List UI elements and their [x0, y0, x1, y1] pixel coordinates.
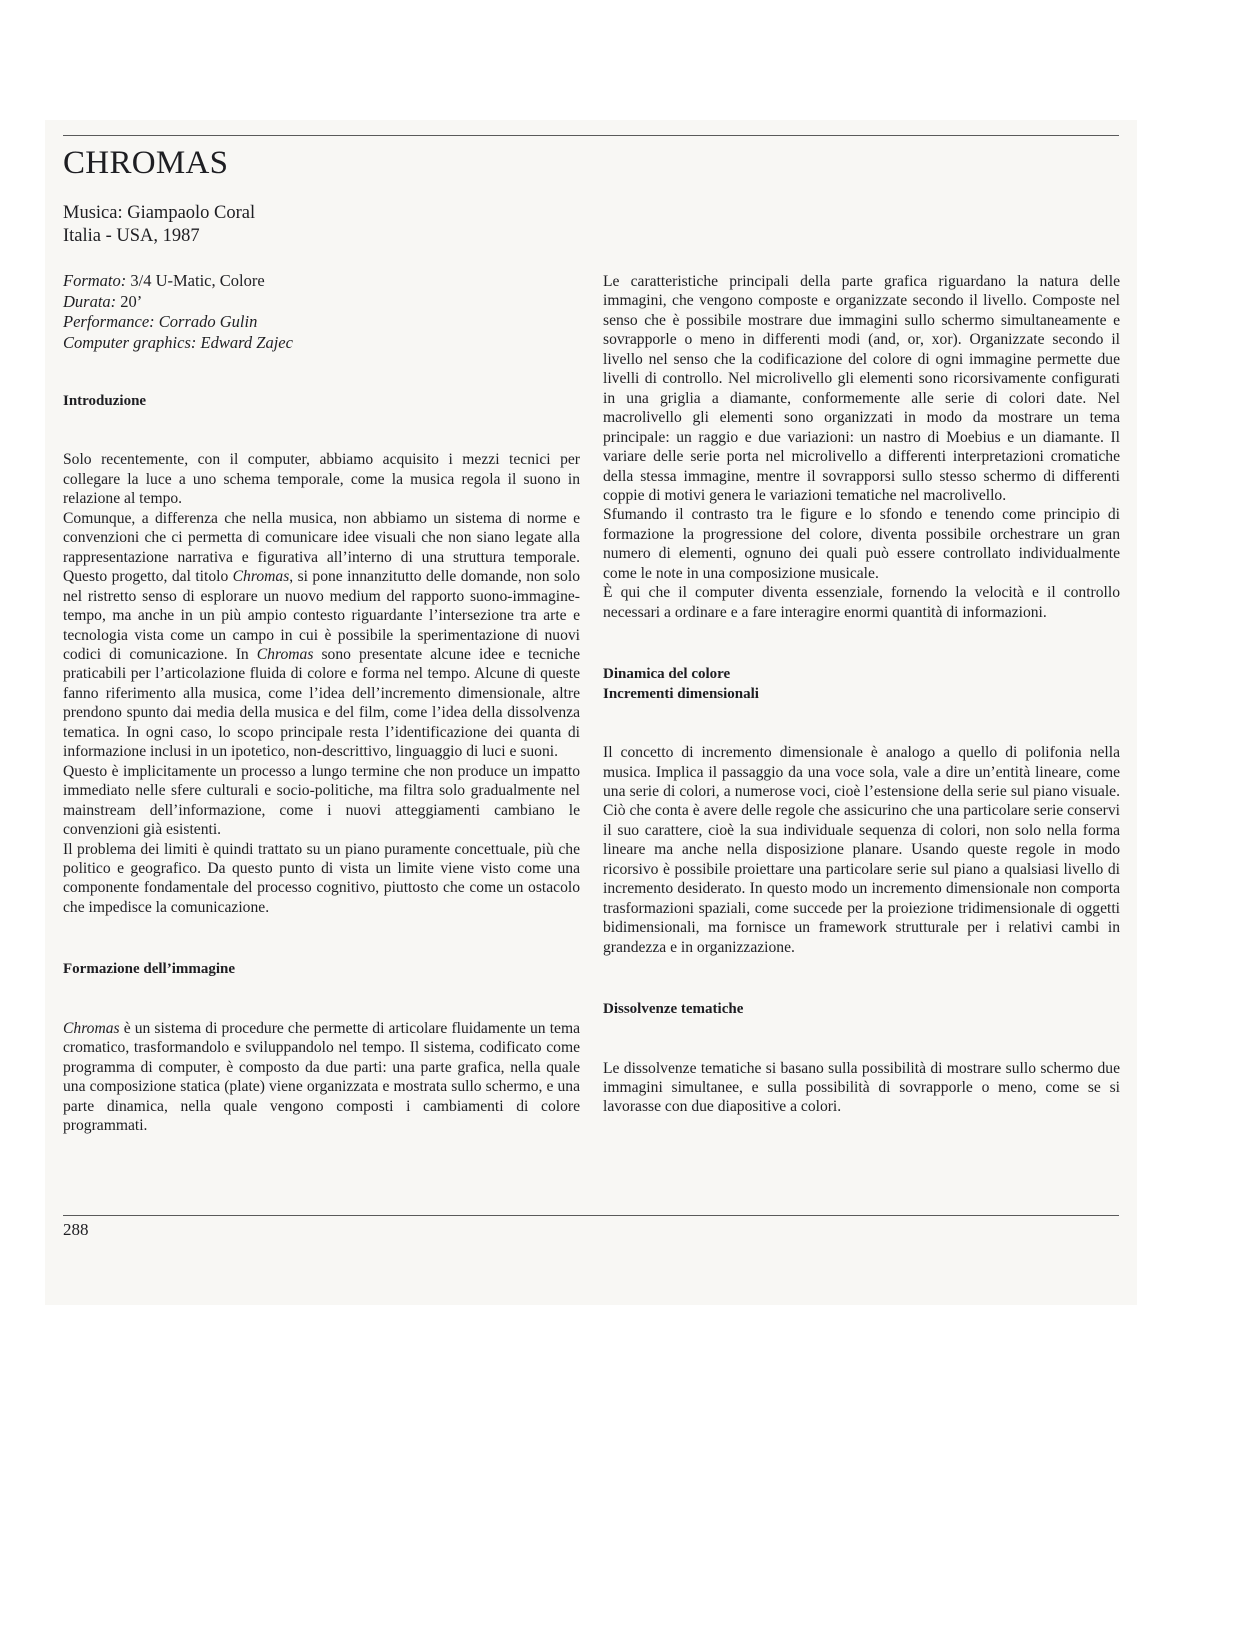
performance-text: Performance: Corrado Gulin	[63, 312, 258, 331]
duration-label: Durata:	[63, 291, 117, 311]
chromas-emphasis: Chromas	[256, 645, 314, 663]
bottom-rule-divider	[63, 1215, 1119, 1216]
computer-graphics-line	[63, 333, 293, 354]
intro-p2-text-b: , si pone innanzitutto delle domande, non solo nel ristretto senso di esplorare un nuovo medium del rapporto suono-immagine-tempo, ma anche in un più ampio contesto riguardante l’intersezione tra arte e tecnologia vista come un campo in cui è possibile la sperimentazione di nuovi codici di comunicazione. In	[63, 568, 580, 663]
section-heading-dissolvenze: Dissolvenze tematiche	[603, 1001, 744, 1018]
section-heading-formazione: Formazione dell’immagine	[63, 961, 236, 978]
graphics-paragraph-1: Le caratteristiche principali della parte grafica riguardano la natura delle immagini, che vengono composte e organizzate secondo il livello. Composte nel senso che è possibile mostrare due immagini sullo schermo simultaneamente e sovrapporle o meno in differenti modi (and, or, xor). Organizzate secondo il livello nel senso che la codificazione del colore di ogni immagine permette due livelli di controllo. Nel microlivello gli elementi sono ricorsivamente configurati in una griglia a diamante, conformemente alle serie di colori date. Nel macrolivello gli elementi sono organizzati in modo da mostrare un tema principale: un raggio e due variazioni: un nastro di Moebius e un diamante. Il variare delle serie porta nel microlivello a differenti interpretazioni cromatiche della stessa immagine, mentre il sovrapporsi sullo stesso schermo di differenti coppie di motivi genera le variazioni tematiche nel macrolivello.	[603, 273, 1120, 504]
left-column	[63, 392, 580, 1136]
format-label: Formato:	[63, 271, 127, 290]
formation-p1-text: è un sistema di procedure che permette di articolare fluidamente un tema cromatico, trasformandolo e sviluppandolo nel tempo. Il sistema, codificato come programma di computer, è composto da due parti: una parte grafica, nella quale una composizione statica (plate) viene organizzata e mostrata sullo schermo, e una parte dinamica, nella quale vengono composti i cambiamenti di colore programmati.	[63, 1019, 580, 1135]
duration-value: 20’	[116, 291, 143, 311]
section-heading-incrementi: Incrementi dimensionali	[603, 685, 759, 702]
intro-paragraph-2	[63, 509, 580, 762]
graphics-paragraph-2: Sfumando il contrasto tra le figure e lo sfondo e tenendo come principio di formazione la progressione del colore, diventa possibile orchestrare un gran numero di elementi, ognuno dei quali può essere controllato individualmente come le note in una composizione musicale.	[603, 506, 1120, 582]
format-value: 3/4 U-Matic, Colore	[126, 271, 265, 290]
credits-block	[63, 202, 255, 248]
dissolves-paragraph-1: Le dissolvenze tematiche si basano sulla possibilità di mostrare sullo schermo due immagini simultanee, e sulla possibilità di sovrapporle o meno, come se si lavorasse con due diapositive a colori.	[603, 1059, 1120, 1116]
formation-paragraph-1	[63, 1019, 580, 1136]
section-heading-dinamica: Dinamica del colore	[603, 666, 731, 683]
intro-p2-text-c: sono presentate alcune idee e tecniche praticabili per l’articolazione fluida di colore e forma nel tempo. Alcune di queste fanno riferimento alla musica, come l’idea dell’incremento dimensionale, altre prendono spunto dai media della musica e del film, come l’idea della dissolvenza tematica. In ogni caso, lo scopo principale resta l’identificazione dei quanta di informazione inclusi in un ipotetico, non-descrittivo, linguaggio di luci e suoni.	[63, 645, 580, 761]
performance-line	[63, 312, 293, 333]
top-rule-divider	[63, 135, 1119, 136]
increments-paragraph-1: Il concetto di incremento dimensionale è analogo a quello di polifonia nella musica. Implica il passaggio da una voce sola, vale a dire un’entità lineare, come una serie di colori, a numerose voci, cioè l’estensione della serie sul piano visuale. Ciò che conta è avere delle regole che assicurino che una particolare serie conservi il suo carattere, cioè la sua individuale sequenza di colori, non solo nella forma lineare ma anche nella disposizione planare. Usando queste regole in modo ricorsivo è possibile proiettare una particolare serie sul piano a qualsiasi livello di incremento desiderato. In questo modo un incremento dimensionale non comporta trasformazioni spaziali, come succede per la proiezione tridimensionale di oggetti bidimensionali, ma fornisce un framework strutturale per i relativi cambi in grandezza e in organizzazione.	[603, 744, 1120, 956]
music-credit: Musica: Giampaolo Coral	[63, 203, 256, 223]
computer-graphics-text: Computer graphics: Edward Zajec	[63, 332, 293, 352]
chromas-emphasis: Chromas	[63, 1019, 120, 1037]
intro-paragraph-4: Il problema dei limiti è quindi trattato su un piano puramente concettuale, più che politico e geografico. Da questo punto di vista un limite viene visto come una componente fondamentale del processo cognitivo, piuttosto che come un ostacolo che impedisce la comunicazione.	[63, 840, 580, 916]
intro-paragraph-3: Questo è implicitamente un processo a lungo termine che non produce un impatto immediato nelle sfere culturali e socio-politiche, ma filtra solo gradualmente nel mainstream dell’informazione, come i nuovi atteggiamenti cambiano le convenzioni già esistenti.	[63, 762, 580, 839]
format-line	[63, 271, 293, 292]
country-year: Italia - USA, 1987	[63, 226, 200, 246]
page-number: 288	[63, 1220, 89, 1239]
technical-details	[63, 271, 293, 353]
chromas-emphasis: Chromas	[232, 568, 290, 586]
right-column	[603, 272, 1120, 1117]
duration-line	[63, 292, 293, 313]
section-heading-introduzione: Introduzione	[63, 393, 147, 409]
intro-p2-text-a: Comunque, a differenza che nella musica, non abbiamo un sistema di norme e convenzioni che ci permetta di comunicare idee visuali che non siano legate alla rappresentazione narrativa e figurativa all’interno di una struttura temporale. Questo progetto, dal titolo	[63, 509, 580, 586]
intro-paragraph-1: Solo recentemente, con il computer, abbiamo acquisito i mezzi tecnici per collegare la luce a uno schema temporale, come la musica regola il suono in relazione al tempo.	[63, 451, 580, 508]
graphics-paragraph-3: È qui che il computer diventa essenziale, fornendo la velocità e il controllo necessari a ordinare e a fare interagire enormi quantità di informazioni.	[603, 584, 1120, 621]
page-title: CHROMAS	[63, 145, 229, 181]
